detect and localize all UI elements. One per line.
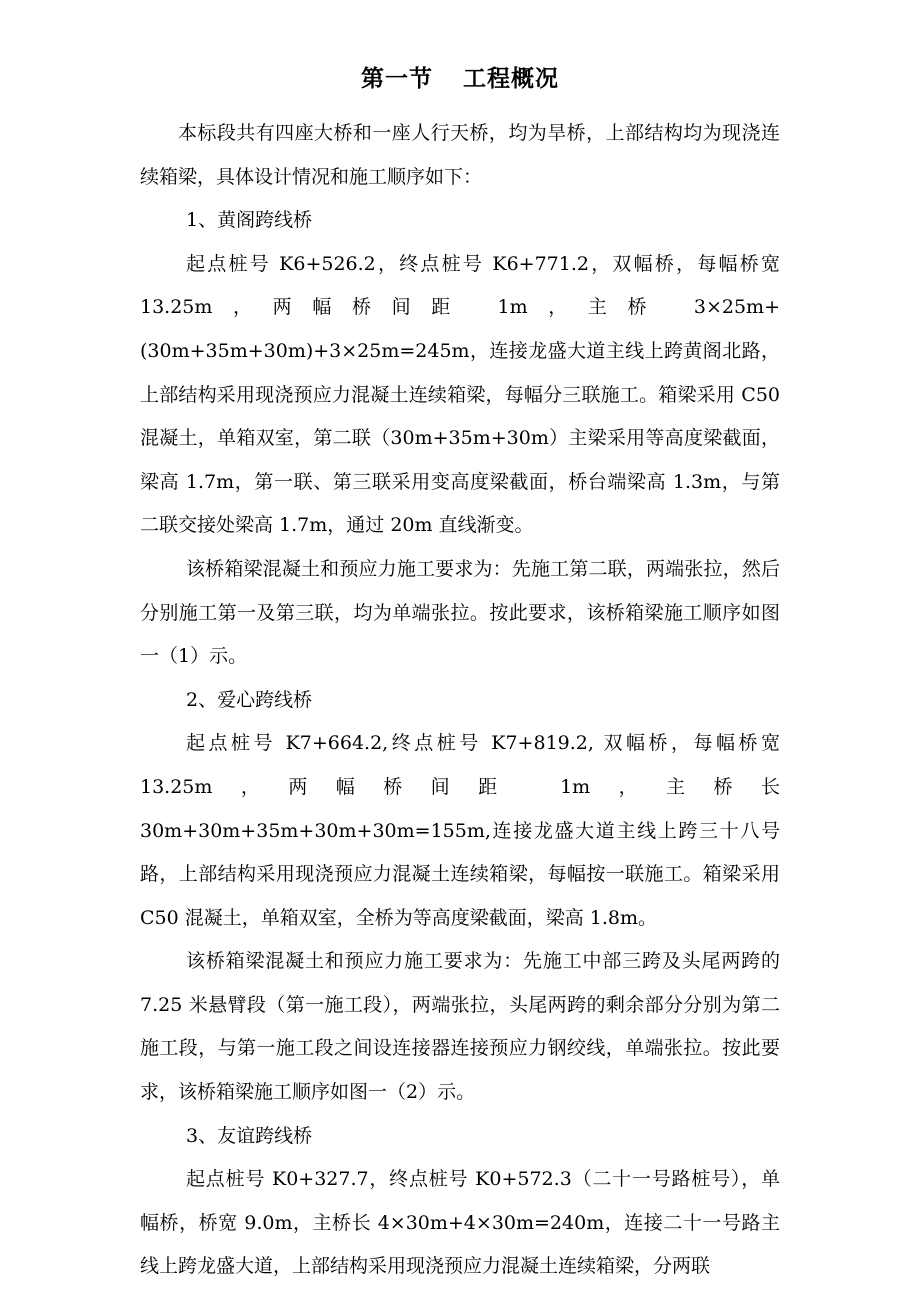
bridge-3-description: 起点桩号 K0+327.7，终点桩号 K0+572.3（二十一号路桩号），单幅桥，桥宽 9.0m，主桥长 4×30m+4×30m=240m，连接二十一号路主线上跨龙盛大道，上部结构采用现浇预应力混凝土连续箱梁，分两联: [140, 1168, 780, 1278]
document-body: [140, 112, 780, 1289]
bridge-1-construction-sequence: 该桥箱梁混凝土和预应力施工要求为：先施工第二联，两端张拉，然后分别施工第一及第三联，均为单端张拉。按此要求，该桥箱梁施工顺序如图一（1）示。: [140, 557, 780, 668]
bridge-1-description: 起点桩号 K6+526.2，终点桩号 K6+771.2，双幅桥，每幅桥宽 13.25m，两幅桥间距 1m，主桥 3×25m+(30m+35m+30m)+3×25m=245m，连接龙盛大道主线上跨黄阁北路，上部结构采用现浇预应力混凝土连续箱梁，每幅分三联施工。箱梁采用 C50 混凝土，单箱双室，第二联（30m+35m+30m）主梁采用等高度梁截面，梁高 1.7m，第一联、第三联采用变高度梁截面，桥台端梁高 1.3m，与第二联交接处梁高 1.7m，通过 20m 直线渐变。: [140, 252, 780, 537]
bridge-2-heading: 2、爱心跨线桥: [186, 688, 313, 711]
section-heading: [0, 60, 920, 93]
bridge-2-construction-sequence: 该桥箱梁混凝土和预应力施工要求为：先施工中部三跨及头尾两跨的 7.25 米悬臂段（第一施工段），两端张拉，头尾两跨的剩余部分分别为第二施工段，与第一施工段之间设连接器连接预应力钢绞线，单端张拉。按此要求，该桥箱梁施工顺序如图一（2）示。: [140, 950, 780, 1104]
bridge-1-heading: 1、黄阁跨线桥: [186, 209, 313, 232]
bridge-3-heading: 3、友谊跨线桥: [186, 1124, 313, 1147]
bridge-2-description: 起点桩号 K7+664.2,终点桩号 K7+819.2, 双幅桥，每幅桥宽 13.25m，两幅桥间距 1m，主桥长 30m+30m+35m+30m+30m=155m,连接龙盛大道主线上跨三十八号路，上部结构采用现浇预应力混凝土连续箱梁，每幅按一联施工。箱梁采用 C50 混凝土，单箱双室，全桥为等高度梁截面，梁高 1.8m。: [140, 732, 780, 929]
section-number: 第一节: [361, 66, 433, 92]
intro-paragraph: 本标段共有四座大桥和一座人行天桥，均为旱桥，上部结构均为现浇连续箱梁，具体设计情况和施工顺序如下：: [140, 122, 780, 188]
section-title: 工程概况: [463, 66, 559, 92]
